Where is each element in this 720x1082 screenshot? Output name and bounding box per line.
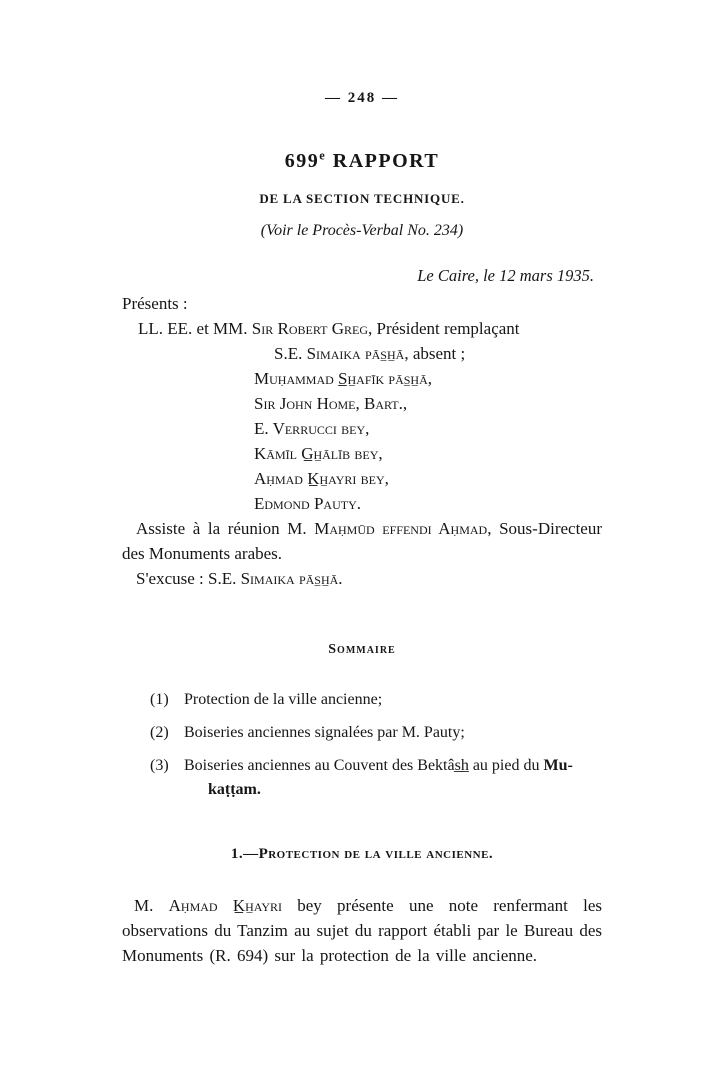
- text-segment: Protection de la ville ancienne.: [258, 846, 494, 862]
- dateline: Le Caire, le 12 mars 1935.: [417, 266, 594, 285]
- text-segment: bey présente une note renfermant les observations du Tanzim au sujet du rapport établi par le Bureau des Monuments (R. 694) sur la protection de la ville ancienne.: [122, 896, 602, 965]
- sommaire-item: [122, 688, 602, 712]
- sommaire-item-text: [184, 688, 602, 712]
- text-segment: Aḥmad K̲h̲ayri bey: [254, 469, 385, 488]
- sommaire-item-number: (2): [150, 724, 169, 741]
- text-segment: ,: [378, 444, 383, 463]
- text-segment: [184, 781, 208, 798]
- attendee-line: [122, 341, 602, 366]
- text-segment: Aḥmad K̲h̲ayri: [168, 896, 282, 915]
- text-segment: , Président remplaçant: [367, 319, 520, 338]
- attendee-line: [122, 366, 602, 391]
- sommaire-item-number: (1): [150, 691, 169, 708]
- proces-verbal-reference: (Voir le Procès-Verbal No. 234): [260, 222, 464, 239]
- text-segment: ,: [402, 394, 408, 413]
- text-segment: Sir Robert Greg: [251, 319, 368, 338]
- page-number: — 248 —: [325, 90, 399, 106]
- text-segment: 699: [284, 150, 320, 172]
- text-segment: LL. EE. et MM.: [138, 319, 252, 338]
- text-segment: Assiste à la réunion M.: [136, 519, 315, 538]
- sommaire-list: [122, 688, 602, 802]
- sommaire-item: [122, 721, 602, 745]
- text-segment: 1.—: [230, 846, 259, 862]
- text-segment: , absent ;: [404, 344, 466, 363]
- assiste-paragraph: [122, 516, 602, 566]
- text-segment: Simaika pās̲h̲ā.: [240, 569, 343, 588]
- text-segment: Mu-: [543, 757, 573, 774]
- attendee-line: [122, 491, 602, 516]
- attendee-line: [122, 391, 602, 416]
- attendee-line: [122, 466, 602, 491]
- sommaire-heading-text: Sommaire: [328, 642, 396, 657]
- text-segment: Simaika pās̲h̲ā: [306, 344, 405, 363]
- section-heading: [122, 842, 602, 867]
- text-segment: Boiseries anciennes signalées par M. Pauty;: [184, 724, 465, 741]
- sommaire-heading: [122, 637, 602, 662]
- text-segment: S'excuse : S.E.: [136, 569, 241, 588]
- text-segment: Kāmīl G̲h̲ālīb bey: [254, 444, 379, 463]
- text-segment: ,: [427, 369, 433, 388]
- text-segment: Protection de la ville ancienne;: [184, 691, 383, 708]
- section-paragraph: [122, 893, 602, 968]
- presents-label: Présents :: [122, 294, 188, 313]
- text-segment: E. Verrucci bey: [254, 419, 366, 438]
- excuse-paragraph: [122, 566, 602, 591]
- attendee-list: [122, 316, 602, 516]
- text-segment: Boiseries anciennes au Couvent des Bektâs̲h̲ au pied du: [184, 757, 544, 774]
- sommaire-item-text: [184, 754, 602, 802]
- attendee-line: [122, 441, 602, 466]
- sommaire-item-number: (3): [150, 757, 169, 774]
- text-segment: e: [319, 148, 327, 163]
- report-title: [122, 149, 602, 174]
- sommaire-item: [122, 754, 602, 802]
- text-segment: Maḥmūd effendi Aḥmad: [314, 519, 488, 538]
- text-segment: Edmond Pauty: [254, 494, 357, 513]
- text-segment: M.: [134, 896, 169, 915]
- text-segment: Muḥammad S̲h̲afīk pās̲h̲ā: [254, 369, 428, 388]
- sommaire-item-text: [184, 721, 602, 745]
- text-segment: , Sous-Directeur des Monuments arabes.: [122, 519, 602, 563]
- text-segment: Sir John Home, Bart.: [254, 394, 403, 413]
- text-segment: ,: [384, 469, 389, 488]
- attendee-line: [122, 416, 602, 441]
- text-segment: ,: [365, 419, 370, 438]
- text-segment: .: [356, 494, 362, 513]
- report-subtitle: DE LA SECTION TECHNIQUE.: [259, 191, 465, 206]
- text-segment: RAPPORT: [326, 150, 440, 172]
- text-segment: S.E.: [274, 344, 307, 363]
- text-segment: kaṭṭam.: [208, 781, 261, 798]
- attendee-line: [122, 316, 602, 341]
